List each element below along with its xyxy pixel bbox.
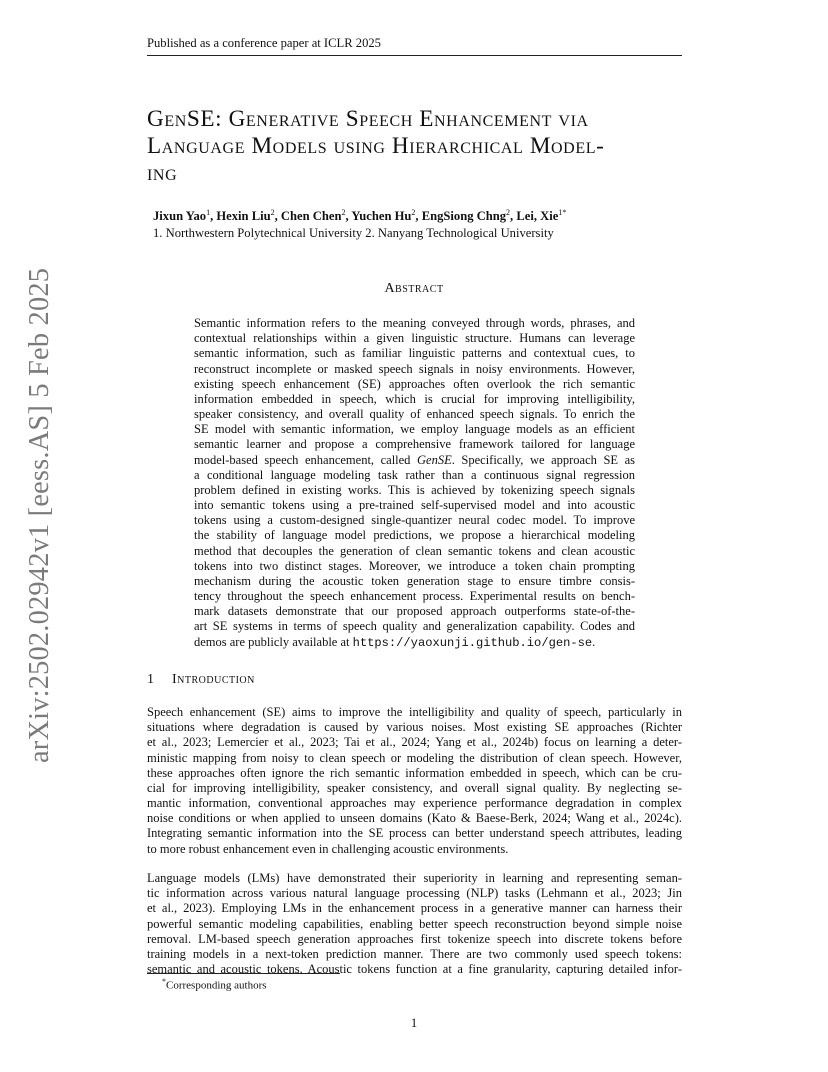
abstract-line: mechanism during the acoustic token generation stage to ensure timbre consis- [194, 573, 635, 588]
abstract-line: existing speech enhancement (SE) approaches often overlook the rich semantic [194, 376, 635, 391]
author-name: Yuchen Hu [351, 209, 412, 224]
abstract-line: semantic information, such as familiar linguistic patterns and contextual cues, to [194, 346, 635, 361]
author-affiliation-mark: 2 [506, 208, 511, 217]
author-name: EngSiong Chng [421, 209, 507, 224]
body-text-line: semantic and acoustic tokens. Acoustic tokens function at a fine granularity, capturing detailed infor- [147, 962, 682, 977]
body-text-line: situations where degradation is caused by various noises. Most existing SE approaches (Richter [147, 720, 682, 735]
abstract-line: SE model with semantic information, we employ language models as an efficient [194, 422, 635, 437]
body-text-line: mantic information, conventional approaches may experience performance degradation in complex [147, 796, 682, 811]
abstract-line: Semantic information refers to the meaning conveyed through words, phrases, and [194, 316, 635, 330]
abstract-line: tency throughout the speech enhancement process. Experimental results on bench- [194, 589, 635, 604]
section-number: 1 [147, 672, 155, 687]
affiliations: 1. Northwestern Polytechnical University 2. Nanyang Technological University [153, 226, 554, 240]
abstract-line: information embedded in speech, which is crucial for improving intelligibility, [194, 391, 635, 406]
arxiv-identifier[interactable]: arXiv:2502.02942v1 [eess.AS] 5 Feb 2025 [24, 267, 55, 763]
author-affiliation-mark: 1 [206, 208, 211, 217]
section-heading [147, 672, 255, 688]
abstract-line: art SE systems in terms of speech quality and generalization capability. Codes and [194, 619, 635, 634]
footnote-text: Corresponding authors [166, 979, 267, 992]
author-name: Hexin Liu [216, 209, 271, 224]
abstract-line: mark datasets demonstrate that our proposed approach outperforms state-of-the- [194, 604, 635, 619]
abstract-line: problem defined in existing works. This is achieved by tokenizing speech signals [194, 482, 635, 497]
abstract-line: speaker consistency, and overall quality of enhanced speech signals. To enrich the [194, 407, 635, 422]
abstract-body [194, 316, 635, 650]
abstract-line-text: demos are publicly available at [194, 634, 353, 649]
body-text-line: training models in a next-token prediction manner. There are two commonly used speech tokens: [147, 946, 682, 961]
body-text-line: Speech enhancement (SE) aims to improve the intelligibility and quality of speech, particularly in [147, 705, 682, 719]
demo-url-link[interactable]: https://yaoxunji.github.io/gen-se [352, 635, 593, 650]
abstract-line-text: . [592, 634, 596, 649]
body-text-line: cial for improving intelligibility, speaker consistency, and overall signal quality. By neglecting se- [147, 780, 682, 795]
author-affiliation-mark: 2 [411, 208, 416, 217]
body-text-line: to more robust enhancement even in challenging acoustic environments. [147, 841, 509, 856]
abstract-line: contextual relationships within a given linguistic structure. Humans can leverage [194, 331, 635, 346]
paper-title [147, 106, 687, 187]
body-text-line: tic information across various natural language processing (NLP) tasks (Lehmann et al., 2023; Jin [147, 886, 682, 901]
abstract-line: model-based speech enhancement, called GenSE. Specifically, we approach SE as [194, 452, 635, 467]
section-title: Introduction [172, 672, 255, 687]
body-text-line: et al., 2023). Employing LMs in the enhancement process in a generative manner can harness their [147, 901, 682, 916]
abstract-line: semantic learner and propose a comprehensive framework tailored for language [194, 437, 635, 452]
abstract-line: a conditional language modeling task rather than a continuous signal regression [194, 467, 635, 482]
author-name: Jixun Yao [153, 209, 207, 224]
author-name: Lei, Xie [516, 209, 559, 224]
abstract-line [194, 635, 635, 650]
body-text-line: removal. LM-based speech generation approaches first tokenize speech into discrete tokens before [147, 931, 682, 946]
author-affiliation-mark: 2 [341, 208, 346, 217]
body-text-line: noise conditions or when applied to unseen domains (Kato & Baese-Berk, 2024; Wang et al., 2024c). [147, 811, 682, 826]
title-line-2: Language Models using Hierarchical Model- [147, 133, 605, 159]
abstract-line: the stability of language model predictions, we propose a hierarchical modeling [194, 528, 635, 543]
running-header: Published as a conference paper at ICLR 2025 [147, 36, 682, 56]
body-text-line: et al., 2023; Lemercier et al., 2023; Tai et al., 2024; Yang et al., 2024b) focus on learning a deter- [147, 735, 682, 750]
abstract-line: method that decouples the generation of clean semantic tokens and clean acoustic [194, 543, 635, 558]
author-name: Chen Chen [280, 209, 342, 224]
body-text-line: Integrating semantic information into the SE process can better understand speech attributes, leading [147, 826, 682, 841]
intro-paragraph-2 [147, 871, 682, 977]
author-affiliation-mark: 1* [558, 208, 567, 217]
body-text-line: powerful semantic modeling capabilities, enabling better speech reconstruction beyond simple noise [147, 916, 682, 931]
title-line-3: ing [147, 160, 178, 186]
author-list: Jixun Yao$^1$, Hexin Liu$^2$, Chen Chen$^2$, Yuchen Hu$^2$, EngSiong Chng$^2$, Lei, Xie$^{1*}$ [153, 208, 567, 224]
footnote [162, 977, 267, 992]
abstract-line: tokens into two distinct stages. Moreover, we introduce a token chain prompting [194, 558, 635, 573]
title-line-1: GenSE: Generative Speech Enhancement via [147, 106, 589, 132]
author-affiliation-mark: 2 [270, 208, 275, 217]
body-text-line: ministic mapping from noisy to clean speech or modeling the distribution of clean speech. However, [147, 750, 682, 765]
intro-paragraph-1 [147, 705, 682, 857]
body-text-line: Language models (LMs) have demonstrated their superiority in learning and representing seman- [147, 871, 682, 885]
abstract-line: tokens using a custom-designed single-quantizer neural codec model. To improve [194, 513, 635, 528]
abstract-line: into semantic tokens using a pre-trained self-supervised model and into acoustic [194, 498, 635, 513]
abstract-heading: Abstract [384, 281, 444, 296]
page-number: 1 [410, 1016, 418, 1030]
body-text-line: these approaches often ignore the rich semantic information embedded in speech, which can be cru- [147, 765, 682, 780]
footnote-marker: * [162, 977, 166, 986]
footnote-divider [147, 973, 340, 974]
abstract-line: reconstruct incomplete or masked speech signals in noisy environments. However, [194, 361, 635, 376]
